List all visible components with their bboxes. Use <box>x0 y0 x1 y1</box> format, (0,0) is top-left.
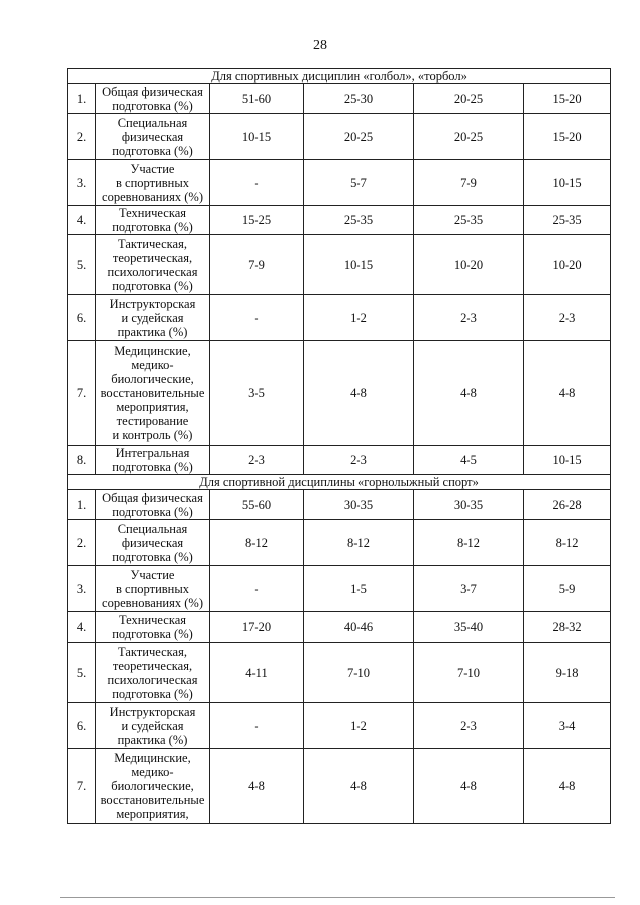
row-label-line: Участие <box>130 567 175 582</box>
row-label-line: практика (%) <box>117 324 188 339</box>
row-label <box>96 341 210 446</box>
row-label-line: Тактическая, <box>118 236 187 251</box>
row-label-line: Инструкторская <box>109 296 196 311</box>
table-row <box>68 566 611 612</box>
table-row <box>68 206 611 235</box>
row-label-line: Специальная <box>117 115 188 130</box>
value-cell: 20-25 <box>414 84 524 114</box>
value-cell: 55-60 <box>210 490 304 520</box>
value-cell: 8-12 <box>524 520 611 566</box>
value-cell: 2-3 <box>304 446 414 475</box>
value-cell: 5-7 <box>304 160 414 206</box>
value-cell: 2-3 <box>414 295 524 341</box>
value-cell: 25-35 <box>304 206 414 235</box>
value-cell: 8-12 <box>414 520 524 566</box>
training-ratio-table <box>67 68 611 824</box>
value-cell: 2-3 <box>524 295 611 341</box>
row-label-line: Общая физическая <box>102 84 203 99</box>
row-label-line: и контроль (%) <box>112 428 193 442</box>
value-cell: 8-12 <box>304 520 414 566</box>
value-cell: 4-8 <box>414 749 524 824</box>
value-cell: 3-5 <box>210 341 304 446</box>
value-cell: 10-15 <box>524 160 611 206</box>
row-label <box>96 206 210 235</box>
row-label-line: Техническая <box>118 613 187 627</box>
value-cell: 10-15 <box>210 114 304 160</box>
table-body <box>68 69 611 824</box>
row-label-line: физическая <box>121 129 184 144</box>
section-header-row <box>68 69 611 84</box>
row-label-line: физическая <box>121 535 184 550</box>
value-cell: 17-20 <box>210 612 304 643</box>
row-number: 2. <box>68 114 96 160</box>
row-label-line: подготовка (%) <box>112 460 193 474</box>
row-label-line: в спортивных <box>116 175 189 190</box>
row-label <box>96 566 210 612</box>
value-cell: 20-25 <box>414 114 524 160</box>
value-cell: - <box>210 295 304 341</box>
row-number: 6. <box>68 295 96 341</box>
value-cell: 9-18 <box>524 643 611 703</box>
row-label-line: Общая физическая <box>102 490 203 505</box>
row-number: 4. <box>68 612 96 643</box>
value-cell: 25-30 <box>304 84 414 114</box>
row-label <box>96 612 210 643</box>
row-number: 1. <box>68 490 96 520</box>
row-label <box>96 446 210 475</box>
row-label <box>96 235 210 295</box>
row-label-line: биологические, <box>111 779 194 793</box>
row-number: 1. <box>68 84 96 114</box>
value-cell: 4-8 <box>304 341 414 446</box>
value-cell: 4-8 <box>524 749 611 824</box>
row-label <box>96 84 210 114</box>
row-label-line: биологические, <box>111 372 194 386</box>
row-label-line: психологическая <box>107 264 198 279</box>
row-label-line: в спортивных <box>116 581 189 596</box>
row-label-line: тестирование <box>116 414 189 428</box>
row-label-line: подготовка (%) <box>112 686 193 701</box>
value-cell: 1-5 <box>304 566 414 612</box>
row-label-line: Интегральная <box>115 446 190 460</box>
table-row <box>68 295 611 341</box>
value-cell: - <box>210 160 304 206</box>
row-label-line: подготовка (%) <box>112 98 193 113</box>
value-cell: 5-9 <box>524 566 611 612</box>
value-cell: 26-28 <box>524 490 611 520</box>
row-number: 7. <box>68 749 96 824</box>
row-label-line: медико- <box>131 358 174 372</box>
row-label <box>96 520 210 566</box>
row-label-line: практика (%) <box>117 732 188 747</box>
value-cell: 30-35 <box>304 490 414 520</box>
value-cell: 7-10 <box>414 643 524 703</box>
section-title: Для спортивной дисциплины «горнолыжный спорт» <box>68 475 611 490</box>
value-cell: 35-40 <box>414 612 524 643</box>
value-cell: 25-35 <box>524 206 611 235</box>
table-row <box>68 612 611 643</box>
value-cell: 10-15 <box>304 235 414 295</box>
row-number: 5. <box>68 235 96 295</box>
row-number: 3. <box>68 160 96 206</box>
value-cell: 3-7 <box>414 566 524 612</box>
row-label-line: Тактическая, <box>118 644 187 659</box>
value-cell: 4-11 <box>210 643 304 703</box>
row-number: 7. <box>68 341 96 446</box>
value-cell: 4-8 <box>210 749 304 824</box>
value-cell: 20-25 <box>304 114 414 160</box>
value-cell: 25-35 <box>414 206 524 235</box>
row-label-line: соревнованиях (%) <box>102 595 203 610</box>
row-label-line: подготовка (%) <box>112 220 193 234</box>
row-label-line: подготовка (%) <box>112 143 193 158</box>
table-row <box>68 446 611 475</box>
row-label-line: психологическая <box>107 672 198 687</box>
row-label <box>96 490 210 520</box>
value-cell: 51-60 <box>210 84 304 114</box>
row-label-line: и судейская <box>121 310 184 325</box>
row-label-line: Участие <box>130 161 175 176</box>
value-cell: 2-3 <box>210 446 304 475</box>
value-cell: - <box>210 566 304 612</box>
value-cell: 1-2 <box>304 295 414 341</box>
table-row <box>68 749 611 824</box>
value-cell: 10-20 <box>414 235 524 295</box>
value-cell: 4-8 <box>414 341 524 446</box>
row-label <box>96 703 210 749</box>
row-label-line: восстановительные <box>100 793 205 807</box>
row-label-line: соревнованиях (%) <box>102 189 203 204</box>
row-number: 3. <box>68 566 96 612</box>
table-row <box>68 490 611 520</box>
value-cell: 7-9 <box>210 235 304 295</box>
page-bottom-line <box>60 897 615 898</box>
row-label-line: Инструкторская <box>109 704 196 719</box>
row-label-line: Медицинские, <box>114 344 191 358</box>
row-number: 8. <box>68 446 96 475</box>
table-row <box>68 84 611 114</box>
row-number: 2. <box>68 520 96 566</box>
value-cell: 3-4 <box>524 703 611 749</box>
value-cell: 15-20 <box>524 84 611 114</box>
value-cell: 8-12 <box>210 520 304 566</box>
value-cell: 2-3 <box>414 703 524 749</box>
value-cell: 28-32 <box>524 612 611 643</box>
row-label-line: теоретическая, <box>112 250 193 265</box>
row-label-line: мероприятия, <box>116 807 189 821</box>
row-number: 4. <box>68 206 96 235</box>
row-label-line: Техническая <box>118 206 187 220</box>
value-cell: 7-9 <box>414 160 524 206</box>
row-label <box>96 160 210 206</box>
table-row <box>68 341 611 446</box>
row-label-line: мероприятия, <box>116 400 189 414</box>
row-label <box>96 643 210 703</box>
value-cell: 7-10 <box>304 643 414 703</box>
row-label-line: восстановительные <box>100 386 205 400</box>
section-title: Для спортивных дисциплин «голбол», «торбол» <box>68 69 611 84</box>
table-row <box>68 520 611 566</box>
row-label-line: Специальная <box>117 521 188 536</box>
row-label <box>96 295 210 341</box>
row-label <box>96 114 210 160</box>
value-cell: 15-25 <box>210 206 304 235</box>
value-cell: 1-2 <box>304 703 414 749</box>
value-cell: 4-8 <box>524 341 611 446</box>
value-cell: 40-46 <box>304 612 414 643</box>
value-cell: 30-35 <box>414 490 524 520</box>
value-cell: 10-15 <box>524 446 611 475</box>
table-row <box>68 114 611 160</box>
row-label-line: подготовка (%) <box>112 627 193 641</box>
value-cell: 10-20 <box>524 235 611 295</box>
value-cell: 15-20 <box>524 114 611 160</box>
row-label-line: подготовка (%) <box>112 278 193 293</box>
table-row <box>68 703 611 749</box>
value-cell: - <box>210 703 304 749</box>
page-number: 28 <box>313 38 327 53</box>
row-number: 5. <box>68 643 96 703</box>
value-cell: 4-8 <box>304 749 414 824</box>
row-label <box>96 749 210 824</box>
table-row <box>68 235 611 295</box>
row-label-line: медико- <box>131 765 174 779</box>
row-label-line: и судейская <box>121 718 184 733</box>
row-label-line: Медицинские, <box>114 751 191 765</box>
row-label-line: подготовка (%) <box>112 549 193 564</box>
value-cell: 4-5 <box>414 446 524 475</box>
table-row <box>68 643 611 703</box>
section-header-row <box>68 475 611 490</box>
row-label-line: подготовка (%) <box>112 504 193 519</box>
row-label-line: теоретическая, <box>112 658 193 673</box>
table-row <box>68 160 611 206</box>
row-number: 6. <box>68 703 96 749</box>
